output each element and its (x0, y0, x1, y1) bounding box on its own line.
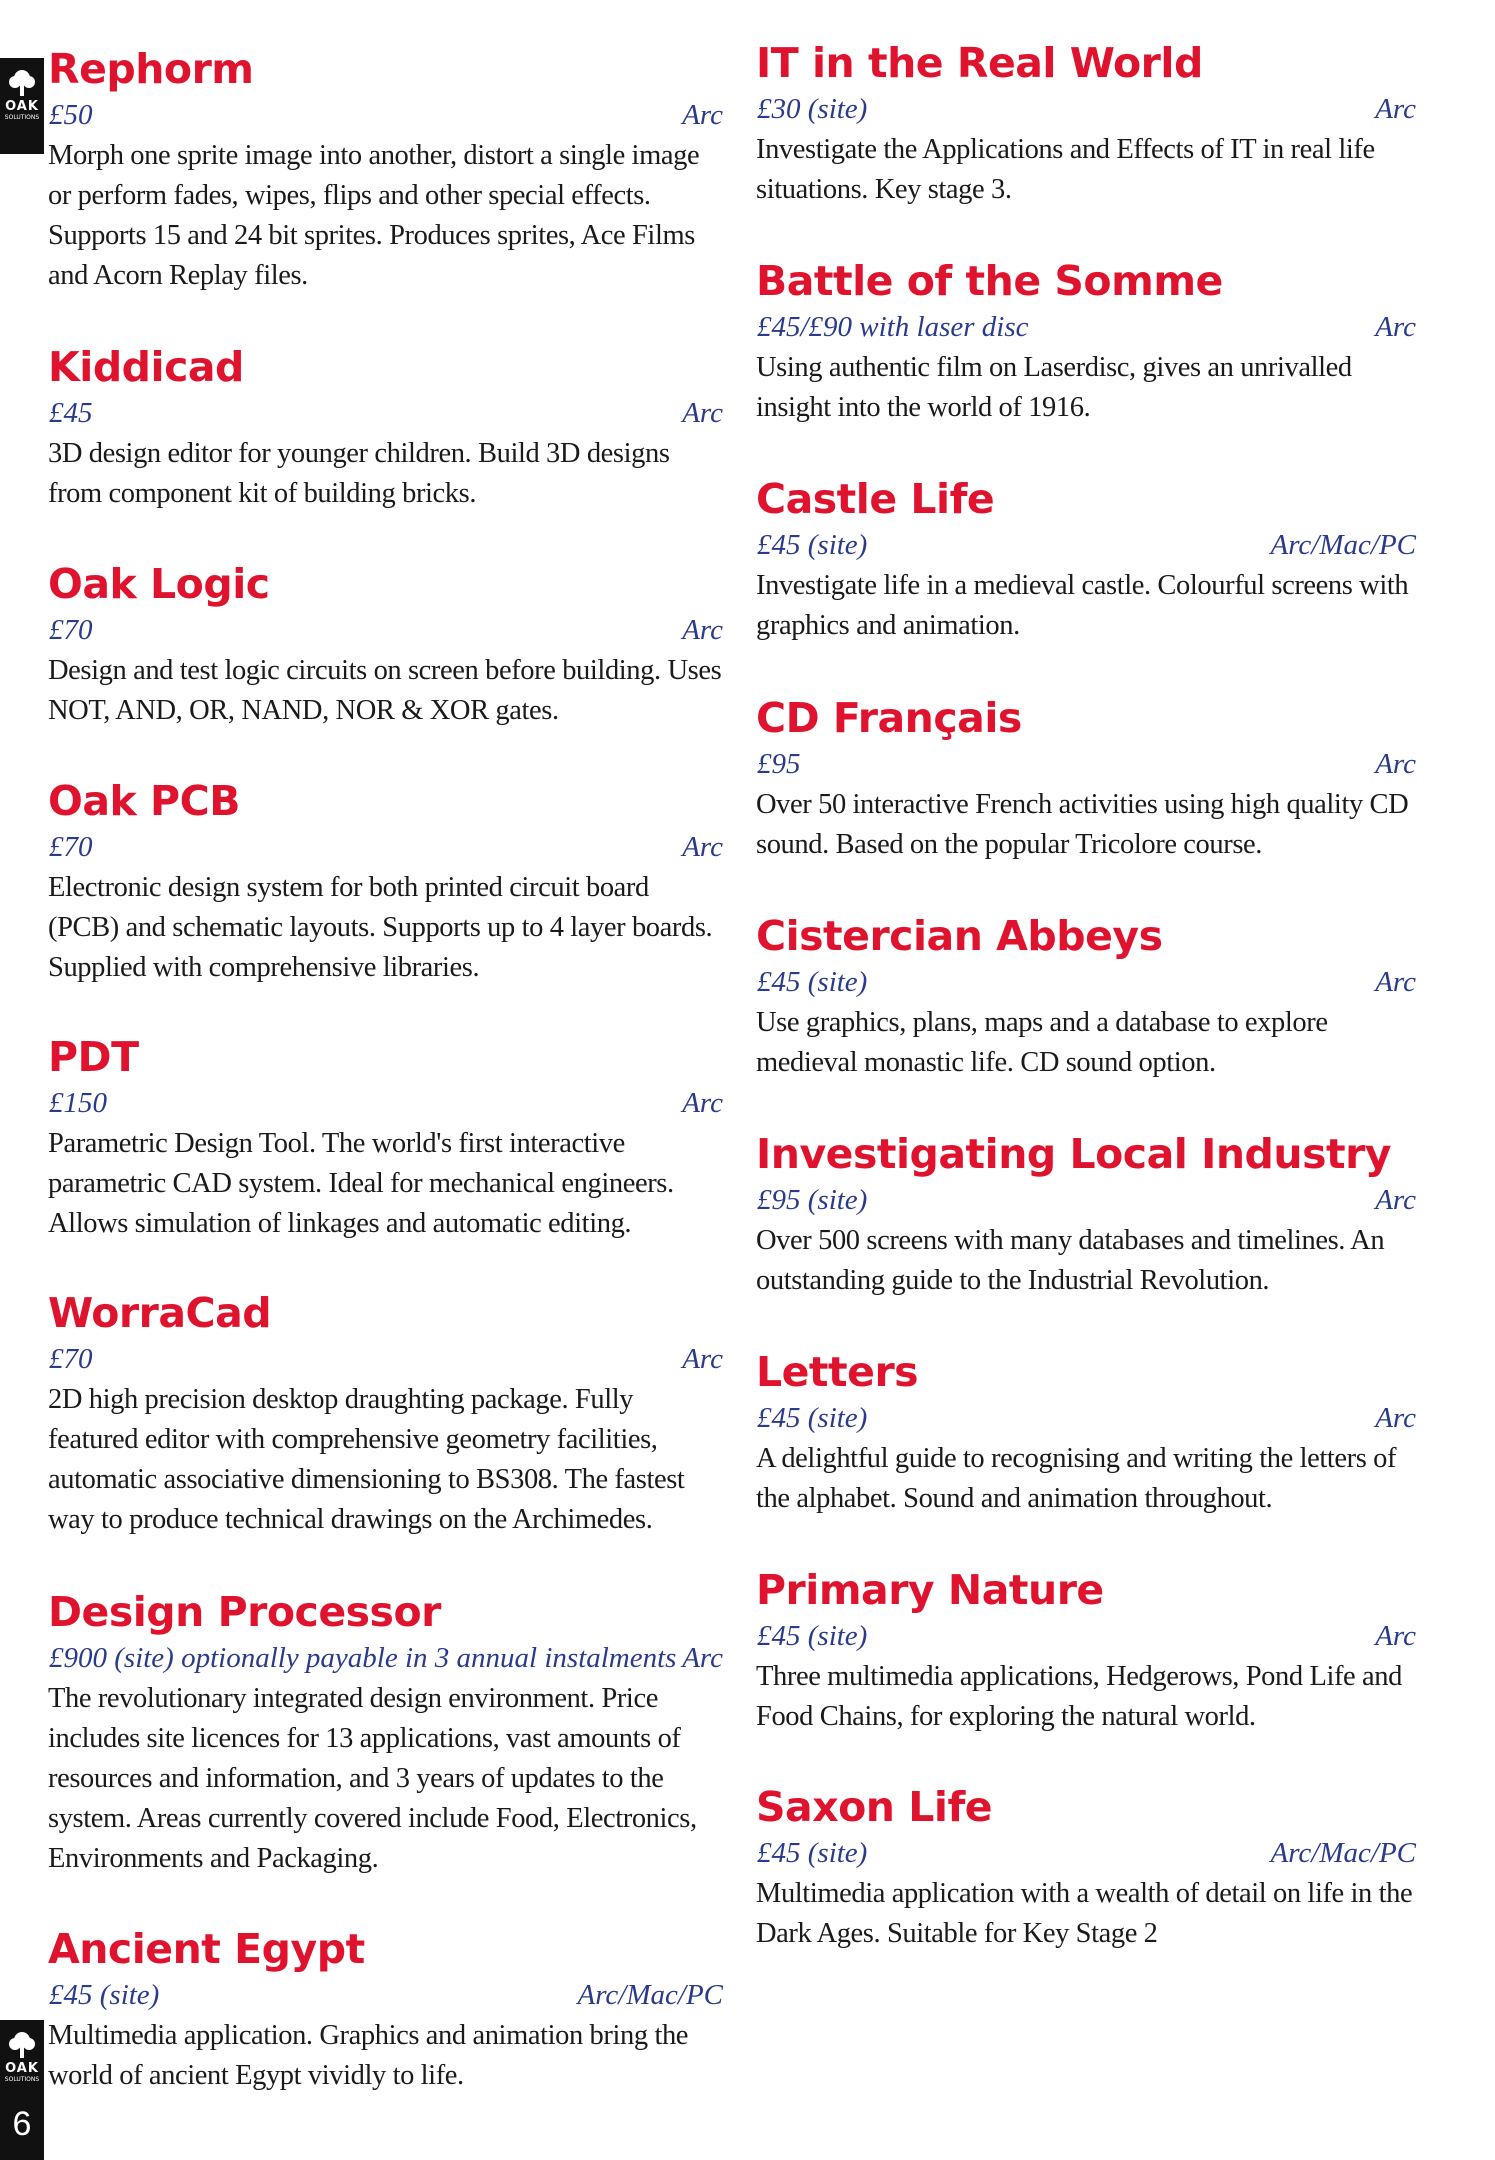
product-price: £70 (49, 614, 93, 646)
product-platform: Arc (682, 397, 723, 429)
logo-sub: SOLUTIONS (4, 2076, 40, 2083)
product-platform: Arc (1375, 1620, 1416, 1652)
product-entry (48, 774, 723, 988)
price-row (48, 611, 723, 649)
product-price: £45 (49, 397, 93, 429)
product-title: Rephorm (48, 45, 254, 93)
price-row (756, 963, 1416, 1001)
product-description: Use graphics, plans, maps and a database to explore medieval monastic life. CD sound option. (756, 1007, 1328, 1078)
product-platform: Arc (682, 1087, 723, 1119)
price-row (756, 526, 1416, 564)
product-entry (48, 1286, 723, 1540)
product-description: A delightful guide to recognising and writing the letters of the alphabet. Sound and animation throughout. (756, 1443, 1397, 1514)
product-price: £45 (site) (757, 966, 868, 998)
product-entry (48, 1585, 723, 1879)
product-title: Castle Life (756, 475, 995, 523)
product-price: £70 (49, 1343, 93, 1375)
product-entry (756, 691, 1416, 865)
product-title: Ancient Egypt (48, 1925, 365, 1973)
product-description: Using authentic film on Laserdisc, gives an unrivalled insight into the world of 1916. (756, 352, 1352, 423)
product-title: Letters (756, 1348, 919, 1396)
product-description: Design and test logic circuits on screen before building. Uses NOT, AND, OR, NAND, NOR & XOR gates. (48, 655, 722, 726)
product-entry (48, 42, 723, 296)
price-row (756, 1399, 1416, 1437)
product-entry (756, 1345, 1416, 1519)
product-description: Over 500 screens with many databases and timelines. An outstanding guide to the Industrial Revolution. (756, 1225, 1385, 1296)
product-title: Investigating Local Industry (756, 1130, 1392, 1178)
product-price: £45 (site) (757, 1837, 868, 1869)
product-platform: Arc (1375, 311, 1416, 343)
product-price: £70 (49, 831, 93, 863)
product-title: Primary Nature (756, 1566, 1104, 1614)
product-description: Parametric Design Tool. The world's first interactive parametric CAD system. Ideal for mechanical engineers. Allows simulation of linkages and automatic editing. (48, 1128, 674, 1239)
product-description: Investigate life in a medieval castle. Colourful screens with graphics and animation. (756, 570, 1409, 641)
price-row (756, 1834, 1416, 1872)
product-title: WorraCad (48, 1289, 272, 1337)
product-title: CD Français (756, 694, 1022, 742)
price-row (48, 1976, 723, 2014)
product-price: £150 (49, 1087, 107, 1119)
price-row (756, 308, 1416, 346)
oak-tree-icon (7, 68, 37, 98)
product-price: £45 (site) (757, 1620, 868, 1652)
price-row (48, 828, 723, 866)
product-price: £45 (site) (757, 1402, 868, 1434)
product-price: £45 (site) (757, 529, 868, 561)
product-entry (48, 557, 723, 731)
product-entry (756, 36, 1416, 210)
product-platform: Arc (1375, 1402, 1416, 1434)
product-description: Morph one sprite image into another, distort a single image or perform fades, wipes, flips and other special effects. Supports 15 and 24 bit sprites. Produces sprites, Ace Films and Acorn Replay files. (48, 140, 700, 291)
side-strip (0, 0, 44, 2160)
product-price: £95 (site) (757, 1184, 868, 1216)
product-title: PDT (48, 1033, 139, 1081)
product-title: Battle of the Somme (756, 257, 1223, 305)
product-title: Kiddicad (48, 343, 244, 391)
product-entry (48, 1030, 723, 1244)
logo-word: OAK (5, 99, 39, 114)
price-row (48, 1084, 723, 1122)
product-description: Multimedia application. Graphics and animation bring the world of ancient Egypt vividly to life. (48, 2020, 689, 2091)
oak-tree-icon (7, 2030, 37, 2060)
product-entry (756, 254, 1416, 428)
product-title: Oak Logic (48, 560, 270, 608)
product-description: Electronic design system for both printed circuit board (PCB) and schematic layouts. Supports up to 4 layer boards. Supplied with comprehensive libraries. (48, 872, 713, 983)
product-entry (48, 340, 723, 514)
product-price: £50 (49, 99, 93, 131)
product-price: £30 (site) (757, 93, 868, 125)
price-row (48, 1340, 723, 1378)
product-platform: Arc (682, 1642, 723, 1674)
product-entry (756, 909, 1416, 1083)
price-row (48, 1639, 723, 1677)
price-row (756, 90, 1416, 128)
price-row (756, 1181, 1416, 1219)
oak-logo-bottom (0, 2020, 44, 2160)
product-platform: Arc (1375, 966, 1416, 998)
product-price: £900 (site) optionally payable in 3 annual instalments (49, 1642, 677, 1674)
product-platform: Arc (1375, 1184, 1416, 1216)
product-entry (756, 472, 1416, 646)
product-platform: Arc/Mac/PC (1270, 529, 1416, 561)
product-platform: Arc (682, 614, 723, 646)
product-platform: Arc (682, 1343, 723, 1375)
product-entry (756, 1127, 1416, 1301)
product-entry (756, 1563, 1416, 1737)
product-description: The revolutionary integrated design environment. Price includes site licences for 13 applications, vast amounts of resources and information, and 3 years of updates to the system. Areas currently covered include Food, Electronics, Environments and Packaging. (48, 1683, 697, 1874)
product-title: Oak PCB (48, 777, 240, 825)
price-row (48, 394, 723, 432)
price-row (756, 1617, 1416, 1655)
product-platform: Arc (682, 99, 723, 131)
oak-logo-top (0, 58, 44, 154)
product-description: Multimedia application with a wealth of detail on life in the Dark Ages. Suitable for Key Stage 2 (756, 1878, 1413, 1949)
product-platform: Arc (1375, 93, 1416, 125)
product-title: IT in the Real World (756, 39, 1203, 87)
product-platform: Arc (1375, 748, 1416, 780)
logo-word: OAK (5, 2061, 39, 2076)
product-title: Saxon Life (756, 1783, 993, 1831)
product-platform: Arc/Mac/PC (577, 1979, 723, 2011)
product-entry (756, 1780, 1416, 1954)
page-number: 6 (12, 2105, 32, 2143)
product-title: Design Processor (48, 1588, 441, 1636)
product-entry (48, 1922, 723, 2096)
logo-sub: SOLUTIONS (4, 114, 40, 121)
price-row (48, 96, 723, 134)
product-description: 2D high precision desktop draughting package. Fully featured editor with comprehensive geometry facilities, automatic associative dimensioning to BS308. The fastest way to produce technical drawings on the Archimedes. (48, 1384, 685, 1535)
price-row (756, 745, 1416, 783)
product-platform: Arc/Mac/PC (1270, 1837, 1416, 1869)
product-description: Three multimedia applications, Hedgerows, Pond Life and Food Chains, for exploring the natural world. (756, 1661, 1402, 1732)
product-description: Investigate the Applications and Effects of IT in real life situations. Key stage 3. (756, 134, 1375, 205)
product-title: Cistercian Abbeys (756, 912, 1163, 960)
product-price: £45 (site) (49, 1979, 160, 2011)
product-description: Over 50 interactive French activities using high quality CD sound. Based on the popular Tricolore course. (756, 789, 1409, 860)
product-description: 3D design editor for younger children. Build 3D designs from component kit of building bricks. (48, 438, 670, 509)
product-price: £45/£90 with laser disc (757, 311, 1029, 343)
product-platform: Arc (682, 831, 723, 863)
product-price: £95 (757, 748, 801, 780)
